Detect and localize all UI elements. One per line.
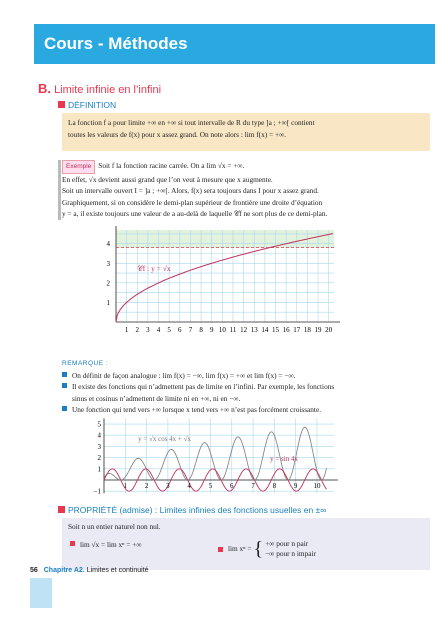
x-tick-label: 7 xyxy=(188,326,193,334)
sqrt-chart xyxy=(108,220,438,338)
x-tick-label: 2 xyxy=(135,326,140,334)
y-tick-label: 2 xyxy=(106,279,110,288)
x-tick-label: 18 xyxy=(303,326,311,334)
y-tick-label: 4 xyxy=(97,431,101,440)
x-tick-label: 17 xyxy=(293,326,301,334)
x-tick-label: 20 xyxy=(325,326,333,334)
example-tag: Exemple xyxy=(62,160,95,174)
y-tick-label: 5 xyxy=(97,420,101,429)
y-tick-label: 2 xyxy=(97,454,101,463)
x-tick-label: 4 xyxy=(187,482,191,490)
x-tick-label: 5 xyxy=(167,326,171,334)
x-tick-label: 5 xyxy=(208,482,213,490)
property-label: PROPRIÉTÉ (admise) : Limites infinies des fonctions usuelles en ±∞ xyxy=(58,505,326,515)
example-line5: y = a, il existe toujours une valeur de a au-delà de laquelle 𝒞f ne sort plus de ce demi-plan. xyxy=(62,209,328,218)
y-tick-label: 1 xyxy=(106,298,110,307)
property-box: Soit n un entier naturel non nul. lim √x = lim xⁿ = +∞ lim xⁿ = { +∞ pour n pair −∞ pour n impair xyxy=(62,518,430,570)
y-tick-label: 1 xyxy=(97,465,101,474)
remarque-item1: On définit de façon analogue : lim f(x) = −∞, lim f(x) = +∞ et lim f(x) = −∞. xyxy=(72,370,296,380)
shaded-half-plane xyxy=(116,230,334,248)
chapter-label: Chapitre A2. xyxy=(43,567,85,574)
remarque-block xyxy=(62,358,430,416)
x-tick-label: 6 xyxy=(178,326,182,334)
x-tick-label: 8 xyxy=(199,326,203,334)
x-tick-label: 1 xyxy=(124,326,129,334)
page-header xyxy=(34,24,435,64)
y-tick-label: 4 xyxy=(106,240,110,249)
x-tick-label: 1 xyxy=(123,482,128,490)
y-tick-label: 3 xyxy=(106,259,110,268)
series-label: 𝒞f : y = √x xyxy=(137,264,171,274)
section-title-text: Limite infinie en l’infini xyxy=(54,84,162,96)
property-right-lhs: lim xⁿ = xyxy=(228,544,252,553)
bullet-icon xyxy=(62,406,67,411)
property-intro: Soit n un entier naturel non nul. xyxy=(68,522,161,531)
y-tick-label: 3 xyxy=(97,442,101,451)
x-tick-label: 19 xyxy=(314,326,322,334)
example-line3: Soit un intervalle ouvert I = ]a ; +∞[. Alors, f(x) sera toujours dans I pour x assez grand. xyxy=(62,186,319,195)
property-case1: +∞ pour n pair xyxy=(265,539,309,548)
series-label: y = √x cos 4x + √x xyxy=(138,434,191,443)
footer xyxy=(30,567,149,574)
x-tick-label: 4 xyxy=(156,326,161,334)
remarque-item2a: Il existe des fonctions qui n’admettent pas de limite en l’infini. Par exemple, les fonctions xyxy=(72,382,335,391)
example-line4: Graphiquement, si on considère le demi-plan supérieur de frontière une droite d’équation xyxy=(62,197,323,207)
remarque-item3: Une fonction qui tend vers +∞ lorsque x tend vers +∞ n’est pas forcément croissante. xyxy=(72,405,322,414)
remarque-title: REMARQUE : xyxy=(62,360,109,367)
x-tick-label: 16 xyxy=(282,326,290,334)
oscillation-chart xyxy=(94,420,394,500)
section-letter: B. xyxy=(38,81,51,96)
x-tick-label: 10 xyxy=(218,326,226,334)
x-tick-label: 3 xyxy=(146,326,150,334)
x-tick-label: 10 xyxy=(313,482,321,490)
x-tick-label: 8 xyxy=(272,482,277,490)
example-bar xyxy=(58,160,61,220)
header-title: Cours - Méthodes xyxy=(44,34,188,53)
x-tick-label: 2 xyxy=(144,482,149,490)
property-case2: −∞ pour n impair xyxy=(265,549,316,558)
square-icon xyxy=(58,101,65,108)
page-number: 56 xyxy=(30,567,38,574)
definition-box xyxy=(62,113,430,151)
example-line1: Soit f la fonction racine carrée. On a lim √x = +∞. xyxy=(98,161,245,170)
section-title xyxy=(38,81,161,96)
x-tick-label: 12 xyxy=(240,326,248,334)
definition-label: DÉFINITION xyxy=(58,100,116,110)
y-tick-label: −1 xyxy=(93,487,101,496)
series-label: y = sin 4x xyxy=(270,454,298,463)
footer-bar xyxy=(30,578,52,608)
x-tick-label: 15 xyxy=(272,326,280,334)
bullet-icon xyxy=(62,383,67,388)
x-tick-label: 14 xyxy=(261,326,269,334)
bullet-icon xyxy=(62,372,67,377)
x-tick-label: 9 xyxy=(209,326,214,334)
x-tick-label: 7 xyxy=(251,482,255,490)
x-tick-label: 13 xyxy=(250,326,258,334)
x-tick-label: 6 xyxy=(230,482,234,490)
example-line2: En effet, √x devient aussi grand que l’on veut à mesure que x augmente. xyxy=(62,174,273,184)
example-block xyxy=(62,160,430,220)
x-tick-label: 11 xyxy=(229,326,237,334)
chapter-title: Limites et continuité xyxy=(86,567,149,574)
square-icon xyxy=(58,506,65,513)
definition-line1: La fonction f a pour limite +∞ en +∞ si tout intervalle de R du type ]a ; +∞[ contient xyxy=(68,118,315,127)
x-tick-label: 9 xyxy=(293,482,298,490)
definition-line2: toutes les valeurs de f(x) pour x assez grand. On note alors : lim f(x) = +∞. xyxy=(68,130,287,139)
x-tick-label: 3 xyxy=(166,482,170,490)
property-left: lim √x = lim xⁿ = +∞ xyxy=(80,540,142,549)
remarque-item2b: sinus et cosinus n’admettent de limite ni en +∞, ni en −∞. xyxy=(72,393,241,403)
